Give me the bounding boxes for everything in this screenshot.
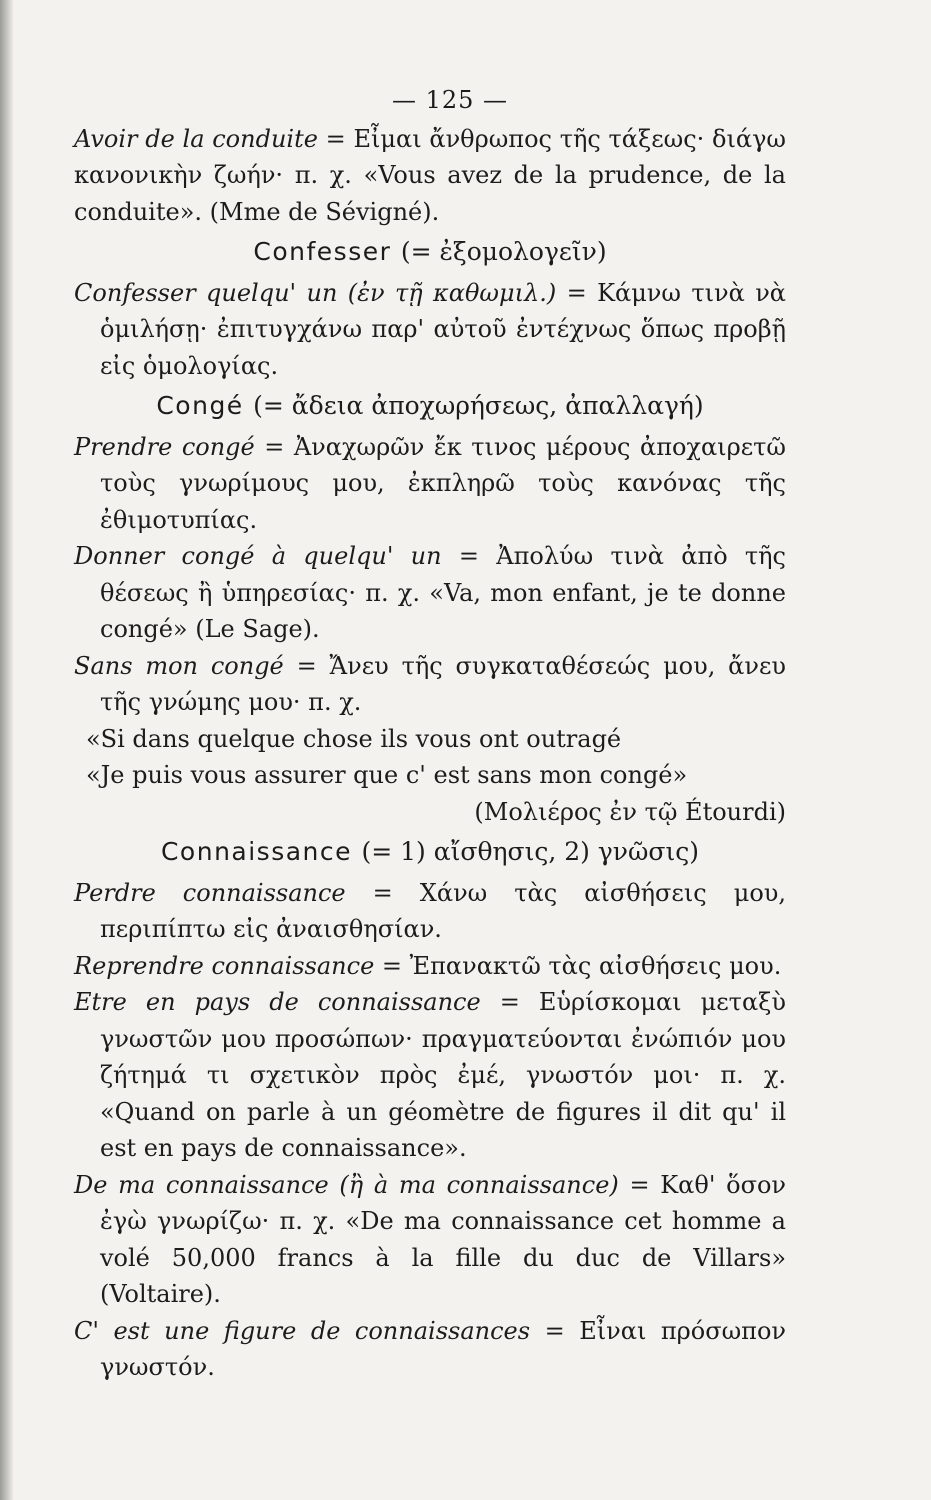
entry-term: Donner congé à quelqu' un	[74, 542, 442, 570]
entry-term: De ma connaissance (ἢ à ma connaissance)	[74, 1170, 619, 1199]
entry-term: Avoir de la conduite	[74, 124, 318, 153]
verse-quote-line-1: «Si dans quelque chose ils vous ont outragé	[86, 724, 622, 753]
entry-text: = Ἀναχωρῶν ἔκ τινος μέρους ἀποχαιρετῶ τοὺς γνωρίμους μου, ἐκπληρῶ τοὺς κανόνας τῆς ἐθιμοτυπίας.	[100, 432, 786, 534]
entry-term: Reprendre connaissance	[74, 951, 375, 980]
heading-word: Congé	[156, 391, 244, 420]
entry-text: = Καθ' ὅσον ἐγὼ γνωρίζω· π. χ. «De ma connaissance cet homme a volé 50,000 francs à la fille du duc de Villars» (Voltaire).	[100, 1170, 786, 1308]
entry-sans-mon-conge	[74, 648, 786, 721]
entry-figure-de-connaissances	[74, 1313, 786, 1386]
verse-quote-line-2: «Je puis vous assurer que c' est sans mon congé»	[86, 761, 688, 789]
entry-text: = Χάνω τὰς αἰσθήσεις μου, περιπίπτω εἰς ἀναισθησίαν.	[100, 878, 786, 943]
entry-donner-conge	[74, 538, 786, 648]
book-binding-shadow	[0, 0, 14, 1500]
entry-term: Sans mon congé	[74, 651, 284, 680]
entry-text: = Εἶναι πρόσωπον γνωστόν.	[100, 1316, 786, 1381]
entry-confesser-quelqu-un	[74, 275, 786, 385]
heading-word: Connaissance	[160, 837, 353, 866]
entry-reprendre-connaissance	[74, 948, 786, 985]
entry-perdre-connaissance	[74, 875, 786, 948]
heading-gloss: (= ἄδεια ἀποχωρήσεως, ἀπαλλαγή)	[253, 391, 704, 420]
entry-etre-en-pays-de-connaissance	[74, 984, 786, 1167]
entry-term: Perdre connaissance	[74, 878, 346, 907]
entry-text: = Ἐπανακτῶ τὰς αἰσθήσεις μου.	[381, 951, 782, 980]
heading-confesser	[74, 234, 786, 271]
entry-term: Confesser quelqu' un (ἐν τῇ καθωμιλ.)	[74, 278, 557, 307]
entry-text: = Κάμνω τινὰ νὰ ὁμιλήσῃ· ἐπιτυγχάνω παρ' αὐτοῦ ἐντέχνως ὅπως προβῇ εἰς ὁμολογίας.	[100, 278, 786, 380]
heading-word: Confesser	[253, 237, 392, 266]
heading-conge	[74, 388, 786, 425]
entry-avoir-de-la-conduite	[74, 121, 786, 231]
entry-text: = Εὑρίσκομαι μεταξὺ γνωστῶν μου προσώπων· πραγματεύονται ἐνώπιόν μου ζήτημά τι σχετικὸν πρὸς ἐμέ, γνωστόν μοι· π. χ. «Quand on parle à un géomètre de figures il dit qu' il est en pays de connaissance».	[100, 988, 786, 1162]
entry-text: = Ἀπολύω τινὰ ἀπὸ τῆς θέσεως ἢ ὑπηρεσίας· π. χ. «Va, mon enfant, je te donne congé» (Le Sage).	[100, 542, 787, 643]
entry-term: Etre en pays de connaissance	[74, 988, 481, 1016]
entry-term: Prendre congé	[74, 432, 255, 461]
heading-gloss: (= ἐξομολογεῖν)	[400, 237, 607, 266]
entry-de-ma-connaissance	[74, 1167, 786, 1313]
heading-gloss: (= 1) αἴσθησις, 2) γνῶσις)	[361, 837, 700, 866]
entry-term: C' est une figure de connaissances	[74, 1316, 531, 1345]
entry-text: = Εἶμαι ἄνθρωπος τῆς τάξεως· διάγω κανονικὴν ζωήν· π. χ. «Vous avez de la prudence, de la conduite». (Mme de Sévigné).	[74, 124, 786, 226]
book-page	[74, 82, 786, 1386]
heading-connaissance	[74, 834, 786, 871]
entry-text: = Ἄνευ τῆς συγκαταθέσεώς μου, ἄνευ τῆς γνώμης μου· π. χ.	[100, 651, 786, 716]
entry-prendre-conge	[74, 429, 786, 539]
verse-quote-source: (Μολιέρος ἐν τῷ Étourdi)	[474, 797, 786, 826]
page-number: — 125 —	[391, 86, 509, 114]
